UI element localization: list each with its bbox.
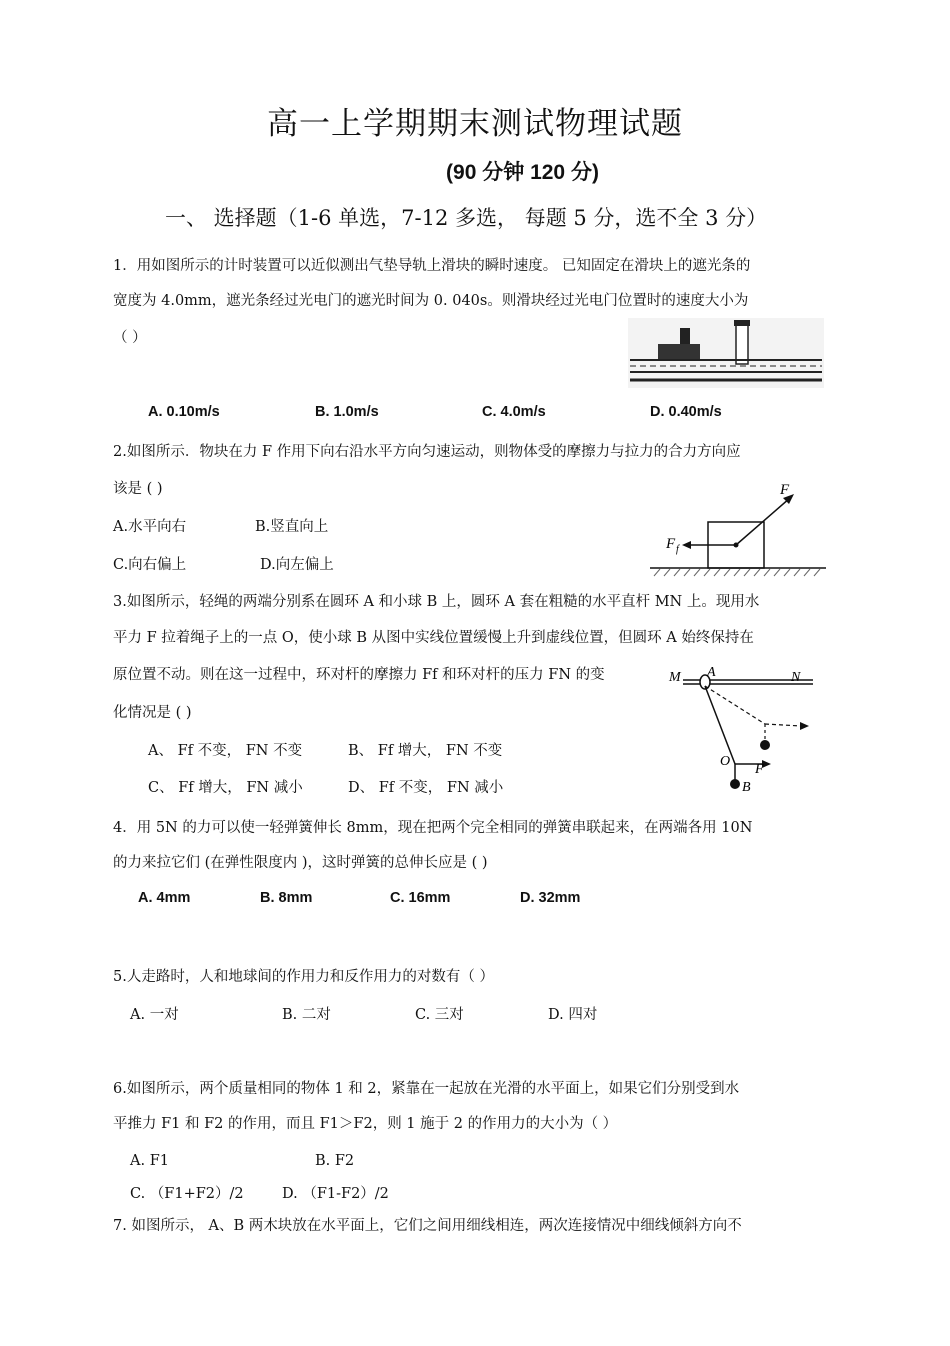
figure-background (628, 318, 824, 388)
q3-line-1: 3.如图所示，轻绳的两端分别系在圆环 A 和小球 B 上，圆环 A 套在粗糙的水平直杆 MN 上。现用水 (113, 594, 760, 610)
q3-line-4: 化情况是 ( ) (113, 705, 192, 721)
q5-option-a: A. 一对 (130, 1007, 179, 1023)
q6-option-d: D. （F1-F2）/2 (282, 1186, 389, 1202)
rope-dashed (705, 686, 765, 724)
friction-subscript: f (676, 544, 679, 555)
force-f-label: F (780, 482, 790, 498)
q2-option-b: B.竖直向上 (255, 519, 329, 535)
force-dashed-arrow (765, 724, 801, 726)
friction-arrowhead (682, 541, 691, 549)
label-o: O (720, 754, 731, 769)
q1-line-2: 宽度为 4.0mm，遮光条经过光电门的遮光时间为 0. 040s。则滑块经过光电门位置时的速度大小为 (113, 293, 749, 309)
q4-option-a: A. 4mm (138, 890, 191, 906)
q6-option-b: B. F2 (315, 1153, 355, 1169)
slider-block (658, 344, 700, 360)
q6-line-1: 6.如图所示，两个质量相同的物体 1 和 2，紧靠在一起放在光滑的水平面上，如果它们分别受到水 (113, 1081, 740, 1097)
q3-ring-rod-figure (665, 662, 825, 797)
q3-option-b: B、 Ff 增大， FN 不变 (348, 743, 503, 759)
friction-label: F (666, 536, 676, 552)
q4-option-c: C. 16mm (390, 890, 451, 906)
q4-line-2: 的力来拉它们 (在弹性限度内 )，这时弹簧的总伸长应是 ( ) (113, 855, 488, 871)
ball-b-dashed (760, 740, 770, 750)
force-dashed-arrowhead (800, 722, 809, 730)
label-b: B (742, 780, 751, 795)
q2-option-d: D.向左偏上 (260, 557, 334, 573)
q1-air-track-figure (628, 318, 824, 388)
q1-option-d: D. 0.40m/s (650, 404, 722, 420)
q4-option-b: B. 8mm (260, 890, 313, 906)
q6-option-a: A. F1 (130, 1153, 169, 1169)
q2-line-2: 该是 ( ) (113, 481, 163, 497)
q7-line-1: 7. 如图所示， A、B 两木块放在水平面上，它们之间用细线相连，两次连接情况中细线倾斜方向不 (113, 1218, 742, 1234)
q1-line-3: （ ） (113, 330, 147, 346)
q6-option-c: C. （F1+F2）/2 (130, 1186, 244, 1202)
section-heading: 一、 选择题（1-6 单选，7-12 多选， 每题 5 分，选不全 3 分） (165, 206, 768, 230)
q1-option-b: B. 1.0m/s (315, 404, 379, 420)
q5-line-1: 5.人走路时，人和地球间的作用力和反作用力的对数有（ ） (113, 969, 494, 985)
ground-hatching (654, 569, 820, 576)
q5-option-b: B. 二对 (282, 1007, 331, 1023)
label-m: M (669, 670, 681, 685)
label-a: A (707, 665, 716, 680)
q6-line-2: 平推力 F1 和 F2 的作用，而且 F1＞F2，则 1 施于 2 的作用力的大小为（ ） (113, 1116, 618, 1132)
label-n: N (791, 670, 801, 685)
exam-duration-score: (90 分钟 120 分) (446, 161, 599, 184)
q3-line-2: 平力 F 拉着绳子上的一点 O，使小球 B 从图中实线位置缓慢上升到虚线位置，但圆环 A 始终保持在 (113, 630, 754, 646)
q2-option-a: A.水平向右 (113, 519, 187, 535)
q2-line-1: 2.如图所示．物块在力 F 作用下向右沿水平方向匀速运动，则物体受的摩擦力与拉力的合力方向应 (113, 444, 741, 460)
rope-solid (705, 686, 735, 764)
q4-option-d: D. 32mm (520, 890, 581, 906)
photogate-top (734, 320, 750, 326)
light-shield-strip (680, 328, 690, 344)
q4-line-1: 4．用 5N 的力可以使一轻弹簧伸长 8mm，现在把两个完全相同的弹簧串联起来，在两端各用 10N (113, 820, 753, 836)
q1-option-c: C. 4.0m/s (482, 404, 546, 420)
q5-option-c: C. 三对 (415, 1007, 464, 1023)
q2-block-force-figure (650, 480, 828, 580)
page-title: 高一上学期期末测试物理试题 (267, 106, 683, 142)
q2-option-c: C.向右偏上 (113, 557, 187, 573)
q1-option-a: A. 0.10m/s (148, 404, 220, 420)
q3-option-c: C、 Ff 增大， FN 减小 (148, 780, 303, 796)
q5-option-d: D. 四对 (548, 1007, 598, 1023)
photogate (736, 324, 748, 364)
ball-b (730, 779, 740, 789)
q3-line-3: 原位置不动。则在这一过程中，环对杆的摩擦力 Ff 和环对杆的压力 FN 的变 (113, 667, 605, 683)
q3-option-a: A、 Ff 不变， FN 不变 (148, 743, 303, 759)
label-f: F (755, 762, 764, 777)
q1-line-1: 1．用如图所示的计时装置可以近似测出气垫导轨上滑块的瞬时速度。 已知固定在滑块上的遮光条的 (113, 258, 751, 274)
q3-option-d: D、 Ff 不变， FN 减小 (348, 780, 504, 796)
